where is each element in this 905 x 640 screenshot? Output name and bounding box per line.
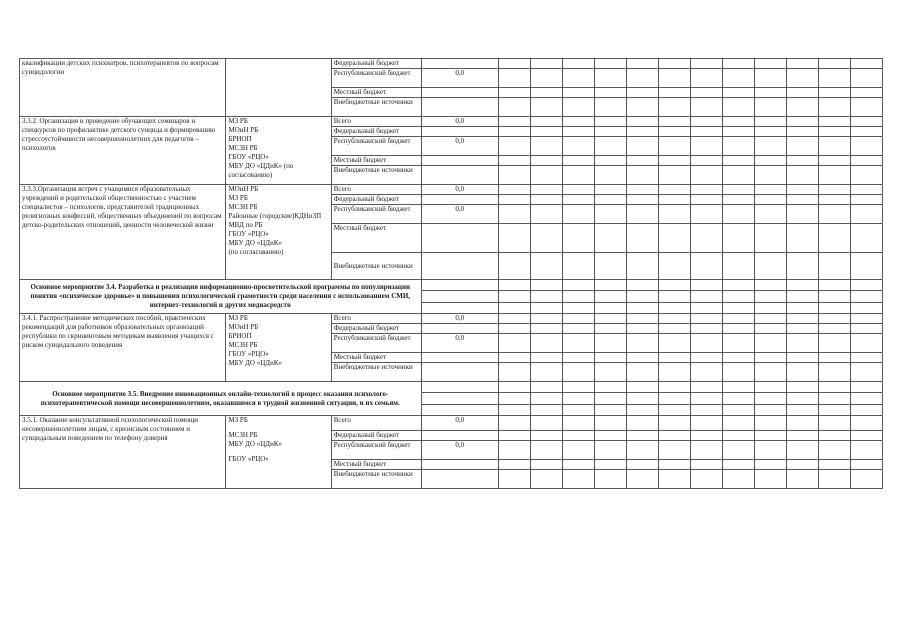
value-cell: 0,0: [421, 334, 498, 353]
source-cell: Республиканский бюджет: [331, 334, 421, 353]
source-cell: Внебюджетные источники: [331, 363, 421, 382]
activity-cell: квалификации детских психиатров, психотерапевтов по вопросам суицидологии: [20, 59, 226, 117]
activity-cell: 3.3.2. Организация и проведение обучающих семинаров и спецкурсов по профилактике детского суицида и формированию стрессоустойчивости несовершеннолетних для педагогов – психологов: [20, 117, 226, 185]
executor-cell: МЗ РБ МОиН РБ БРИОП МСЗН РБ ГБОУ «РЦО» МБУ ДО «ЦДиК» (по согласованию): [226, 117, 331, 185]
source-cell: Местный бюджет: [331, 156, 421, 166]
table-row: [20, 280, 883, 291]
budget-table: [19, 58, 883, 489]
source-cell: Всего: [331, 314, 421, 324]
value-cell: 0,0: [421, 416, 498, 431]
executor-cell: МЗ РБ МСЗН РБ МБУ ДО «ЦДиК» ГБОУ «РЦО»: [226, 416, 331, 489]
source-cell: Республиканский бюджет: [331, 205, 421, 224]
source-cell: Местный бюджет: [331, 353, 421, 363]
value-cell: 0,0: [421, 185, 498, 195]
activity-cell: 3.5.1. Оказание консультативной психологической помощи несовершеннолетним лицам, с кризисным состоянием и суицидальным поведением по телефону доверия: [20, 416, 226, 489]
activity-cell: 3.3.3.Организация встреч с учащимися образовательных учреждений и родительской общественностью с участием специалистов – психологов, представителей традиционных религиозных конфессий, общественных объединений по вопросам детско-родительских отношений, ценности человеческой жизни: [20, 185, 226, 280]
source-cell: Всего: [331, 117, 421, 127]
value-cell: 0,0: [421, 137, 498, 156]
source-cell: Местный бюджет: [331, 460, 421, 470]
executor-cell: МОиН РБ МЗ РБ МСЗН РБ Районные (городские)КДНиЗП МВД по РБ ГБОУ «РЦО» МБУ ДО «ЦДиК» (по согласованию): [226, 185, 331, 280]
source-cell: Республиканский бюджет: [331, 441, 421, 460]
source-cell: Республиканский бюджет: [331, 69, 421, 88]
source-cell: Местный бюджет: [331, 88, 421, 98]
value-cell: 0,0: [421, 69, 498, 88]
source-cell: Всего: [331, 416, 421, 431]
source-cell: Местный бюджет: [331, 224, 421, 253]
source-cell: Внебюджетные источники: [331, 166, 421, 185]
source-cell: Федеральный бюджет: [331, 59, 421, 69]
table-row: [20, 416, 883, 431]
table-row: [20, 314, 883, 324]
source-cell: Федеральный бюджет: [331, 431, 421, 441]
executor-cell: [226, 59, 331, 117]
source-cell: Внебюджетные источники: [331, 470, 421, 489]
source-cell: Федеральный бюджет: [331, 195, 421, 205]
value-cell: 0,0: [421, 441, 498, 460]
value-cell: 0,0: [421, 117, 498, 127]
table-row: [20, 117, 883, 127]
main-activity-heading: Основное мероприятие 3.4. Разработка и реализация информационно-просветительской программы по популяризации понятия «психическое здоровье» и повышения психологической грамотности среди населения с использованием СМИ, интернет-технологий и других медиасредств: [20, 280, 422, 314]
executor-cell: МЗ РБ МОиН РБ БРИОП МСЗН РБ ГБОУ «РЦО» МБУ ДО «ЦДиК»: [226, 314, 331, 382]
activity-cell: 3.4.1. Распространение методических пособий, практических рекомендаций для работников образовательных организаций республики по скрининговым методикам выявления учащихся с риском суицидального поведения: [20, 314, 226, 382]
value-cell: 0,0: [421, 205, 498, 224]
source-cell: Федеральный бюджет: [331, 324, 421, 334]
source-cell: Республиканский бюджет: [331, 137, 421, 156]
table-row: [20, 185, 883, 195]
source-cell: Внебюджетные источники: [331, 253, 421, 280]
value-cell: 0,0: [421, 314, 498, 324]
table-row: [20, 382, 883, 393]
table-row: [20, 59, 883, 69]
source-cell: Всего: [331, 185, 421, 195]
source-cell: Федеральный бюджет: [331, 127, 421, 137]
source-cell: Внебюджетные источники: [331, 98, 421, 117]
main-activity-heading: Основное мероприятие 3.5. Внедрение инновационных онлайн-технологий в процесс оказания психолого-психотерапевтической помощи несовершеннолетним, оказавшимся в трудной жизненной ситуации, и их семьям.: [20, 382, 422, 416]
